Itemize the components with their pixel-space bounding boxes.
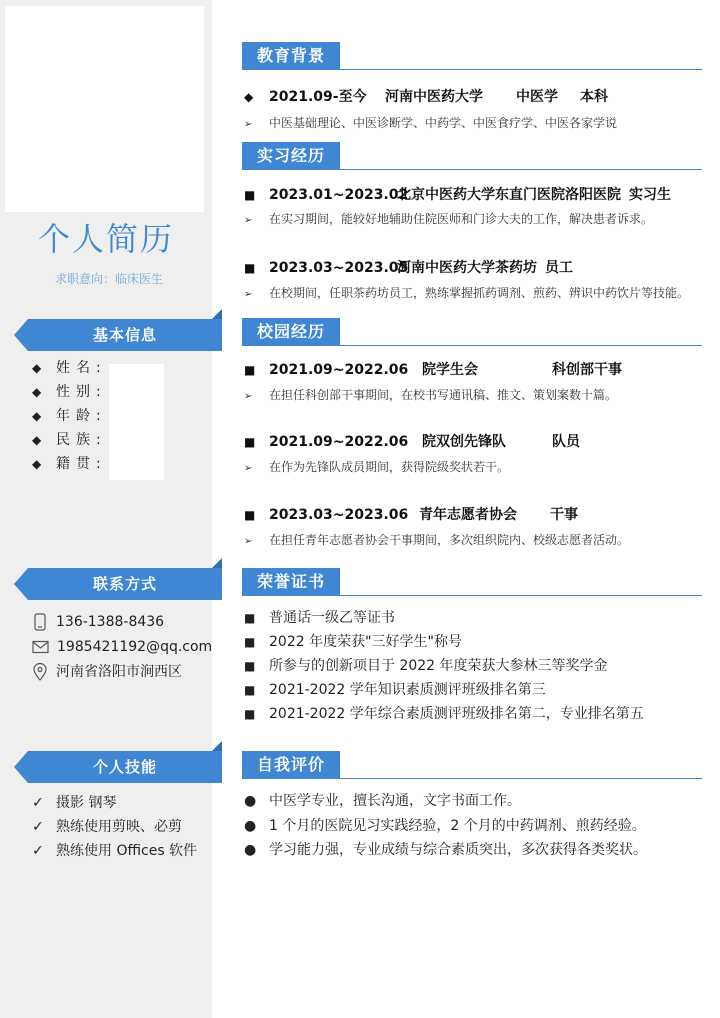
campus-entry: ■ 2021.09~2022.06 院双创先锋队 队员	[244, 434, 580, 450]
honor-item: ■ 2021-2022 学年综合素质测评班级排名第二，专业排名第五	[244, 706, 644, 722]
campus-entry: ■ 2021.09~2022.06 院学生会 科创部干事	[244, 362, 622, 378]
honor-item: ■ 所参与的创新项目于 2022 年度荣获大参林三等奖学金	[244, 658, 608, 674]
photo-placeholder	[5, 6, 204, 212]
diamond-bullet-icon: ◆	[244, 90, 254, 104]
check-icon: ✓	[32, 795, 44, 811]
square-bullet-icon: ■	[244, 188, 256, 202]
basic-info-heading: 基本信息	[14, 319, 222, 351]
self-eval-heading: 自我评价	[242, 751, 702, 781]
skills-heading: 个人技能	[14, 751, 222, 783]
info-row-hometown: ◆ 籍贯:	[32, 456, 107, 472]
square-bullet-icon: ■	[244, 435, 256, 449]
job-intent: 求职意向：临床医生	[54, 272, 163, 286]
contact-email: 1985421192@qq.com	[32, 636, 212, 658]
square-bullet-icon: ■	[244, 611, 256, 625]
skill-item: ✓ 熟练使用剪映、必剪	[32, 819, 182, 835]
square-bullet-icon: ■	[244, 508, 256, 522]
campus-desc: ➢ 在担任科创部干事期间，在校书写通讯稿、推文、策划案数十篇。	[244, 386, 617, 404]
internship-desc: ➢ 在校期间，任职茶药坊员工，熟练掌握抓药调剂、煎药、辨识中药饮片等技能。	[244, 284, 689, 302]
campus-entry: ■ 2023.03~2023.06 青年志愿者协会 干事	[244, 507, 578, 523]
internship-desc: ➢ 在实习期间，能较好地辅助住院医师和门诊大夫的工作，解决患者诉求。	[244, 210, 653, 228]
mail-icon	[32, 640, 49, 654]
skill-item: ✓ 熟练使用 Offices 软件	[32, 843, 198, 859]
honors-heading: 荣誉证书	[242, 568, 702, 598]
phone-icon	[32, 613, 48, 631]
info-row-age: ◆ 年龄:	[32, 408, 107, 424]
diamond-bullet-icon: ◆	[32, 409, 42, 423]
self-eval-item: ● 中医学专业，擅长沟通，文字书面工作。	[244, 793, 521, 809]
internship-entry: ■ 2023.03~2023.05河南中医药大学茶药坊 员工	[244, 260, 573, 276]
honor-item: ■ 普通话一级乙等证书	[244, 610, 395, 626]
info-row-gender: ◆ 性别:	[32, 384, 107, 400]
arrow-bullet-icon: ➢	[244, 215, 253, 226]
arrow-bullet-icon: ➢	[244, 536, 253, 547]
check-icon: ✓	[32, 843, 44, 859]
internship-heading: 实习经历	[242, 142, 702, 172]
square-bullet-icon: ■	[244, 261, 256, 275]
self-eval-item: ● 1 个月的医院见习实践经验，2 个月的中药调剂、煎药经验。	[244, 818, 646, 834]
square-bullet-icon: ■	[244, 363, 256, 377]
campus-heading: 校园经历	[242, 318, 702, 348]
dot-bullet-icon: ●	[244, 818, 257, 834]
square-bullet-icon: ■	[244, 659, 256, 673]
contact-phone: 136-1388-8436	[32, 611, 164, 633]
square-bullet-icon: ■	[244, 635, 256, 649]
page-title: 个人简历	[37, 220, 174, 258]
internship-entry: ■ 2023.01~2023.02北京中医药大学东直门医院洛阳医院 实习生	[244, 187, 671, 203]
arrow-bullet-icon: ➢	[244, 119, 253, 130]
self-eval-item: ● 学习能力强，专业成绩与综合素质突出，多次获得各类奖状。	[244, 842, 647, 858]
location-pin-icon	[32, 663, 48, 681]
info-row-ethnicity: ◆ 民族:	[32, 432, 107, 448]
check-icon: ✓	[32, 819, 44, 835]
diamond-bullet-icon: ◆	[32, 433, 42, 447]
arrow-bullet-icon: ➢	[244, 289, 253, 300]
education-courses: ➢ 中医基础理论、中医诊断学、中药学、中医食疗学、中医各家学说	[244, 114, 617, 132]
dot-bullet-icon: ●	[244, 842, 257, 858]
campus-desc: ➢ 在作为先锋队成员期间，获得院级奖状若干。	[244, 458, 509, 476]
arrow-bullet-icon: ➢	[244, 463, 253, 474]
redaction-mask	[109, 364, 164, 480]
honor-item: ■ 2022 年度荣获"三好学生"称号	[244, 634, 462, 650]
skill-item: ✓ 摄影 钢琴	[32, 795, 117, 811]
dot-bullet-icon: ●	[244, 793, 257, 809]
education-entry: ◆ 2021.09-至今 河南中医药大学 中医学 本科	[244, 89, 608, 105]
diamond-bullet-icon: ◆	[32, 457, 42, 471]
campus-desc: ➢ 在担任青年志愿者协会干事期间，多次组织院内、校级志愿者活动。	[244, 531, 629, 549]
honor-item: ■ 2021-2022 学年知识素质测评班级排名第三	[244, 682, 546, 698]
arrow-bullet-icon: ➢	[244, 391, 253, 402]
contact-heading: 联系方式	[14, 568, 222, 600]
diamond-bullet-icon: ◆	[32, 385, 42, 399]
diamond-bullet-icon: ◆	[32, 361, 42, 375]
info-row-name: ◆ 姓名:	[32, 360, 107, 376]
contact-address: 河南省洛阳市涧西区	[32, 661, 182, 683]
square-bullet-icon: ■	[244, 707, 256, 721]
square-bullet-icon: ■	[244, 683, 256, 697]
sidebar	[0, 0, 212, 1018]
education-heading: 教育背景	[242, 42, 702, 72]
